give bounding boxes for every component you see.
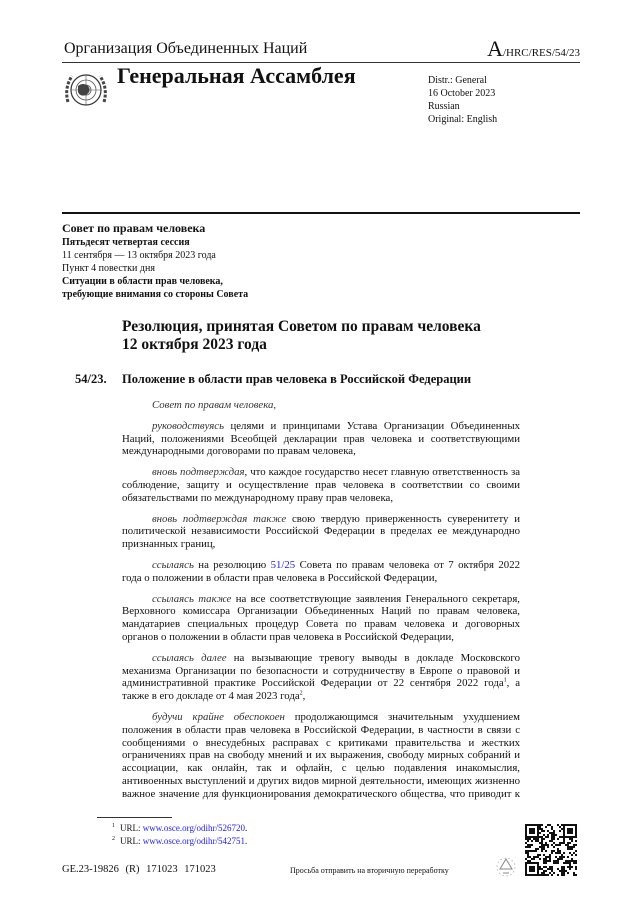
paragraph [122, 466, 520, 504]
resolution-link[interactable]: 51/25 [270, 558, 296, 571]
footnote [112, 822, 247, 835]
distribution-block [428, 74, 497, 126]
document-symbol [487, 37, 580, 65]
paragraph-text: продолжающимся значительным ухудшением положения в области прав человека в Российской Федерации, в частности в связи с сообщениями о внесудебных расправах с критиками правительства и жестких ограничениях прав на свободу мнений и их выражения, свободу мирных собраний и ассоциации, как онлайн, так и офлайн, с целью подавления инакомыслия, антивоенных выступлений и других видов мирной деятельности, имеющих жизненно важное значение для функционирования демократического общества, что приводит к [122, 710, 520, 800]
session-block [62, 220, 248, 301]
footnote-ref[interactable]: 1 [503, 677, 507, 684]
resolution-title-line: Резолюция, принятая Советом по правам человека [122, 318, 481, 335]
preamble [122, 399, 520, 801]
organization-name: Организация Объединенных Наций [64, 40, 308, 57]
symbol-rest: /HRC/RES/54/23 [502, 47, 580, 59]
resolution-date-line: 12 октября 2023 года [122, 336, 267, 353]
paragraph-text: на резолюцию [193, 558, 271, 571]
paragraph [122, 399, 520, 412]
general-assembly-title: Генеральная Ассамблея [117, 63, 356, 88]
footnote-ref[interactable]: 2 [299, 690, 303, 697]
section-rule [62, 212, 580, 214]
recycle-text: Просьба отправить на вторичную переработку [290, 866, 449, 875]
footnote-link[interactable]: www.osce.org/odihr/526720 [142, 823, 246, 833]
resolution-number: 54/23. [75, 372, 107, 386]
footnote-label: URL: [120, 823, 143, 833]
paragraph-text: на вызывающие тревогу выводы в докладе Московского механизма Организации по безопасности и сотрудничеству в Европе о правовой и административной практике Российской Федерации от 22 сентября 2022 года [122, 651, 520, 690]
recycle-icon [495, 856, 517, 878]
paragraph [122, 593, 520, 644]
footnote-rule [97, 817, 172, 818]
un-emblem-icon [62, 66, 110, 114]
paragraph [122, 711, 520, 801]
footnote-end: . [245, 836, 248, 846]
agenda-item: Пункт 4 повестки дня [62, 263, 155, 274]
paragraph-text: , [302, 690, 306, 703]
language-line: Russian [428, 101, 460, 112]
symbol-prefix: A [487, 36, 503, 61]
footnote-number: 2 [112, 836, 115, 842]
footnotes [112, 822, 247, 848]
agenda-topic-2: требующие внимания со стороны Совета [62, 289, 249, 300]
italic-lead: ссылаясь [152, 558, 194, 571]
session-name: Пятьдесят четвертая сессия [62, 237, 190, 248]
resolution-topic: Положение в области прав человека в Российской Федерации [122, 372, 472, 386]
footnote-label: URL: [120, 836, 143, 846]
paragraph [122, 513, 520, 551]
council-name: Совет по правам человека [62, 221, 206, 235]
italic-lead: Совет по правам человека, [152, 399, 277, 411]
original-line: Original: English [428, 114, 498, 125]
footnote [112, 835, 247, 848]
paragraph [122, 559, 520, 585]
paragraph-text: свою твердую приверженность суверенитету и политической независимости Российской Федерации в пределах ее международно признанных границ, [122, 512, 520, 551]
job-number: GE.23-19826 (R) 171023 171023 [62, 864, 216, 875]
italic-lead: ссылаясь также [152, 592, 232, 605]
session-dates: 11 сентября — 13 октября 2023 года [62, 250, 216, 261]
italic-lead: вновь подтверждая [152, 466, 245, 479]
distr-line: Distr.: General [428, 75, 487, 86]
paragraph-text: Совета по правам человека от 7 октября 2022 года о положении в области прав человека в Российской Федерации, [122, 558, 520, 584]
footnote-number: 1 [112, 823, 115, 829]
footnote-link[interactable]: www.osce.org/odihr/542751 [142, 836, 246, 846]
paragraph [122, 652, 520, 703]
italic-lead: вновь подтверждая также [152, 512, 287, 525]
paragraph-text: , а также в его докладе от 4 мая 2023 года [122, 677, 520, 703]
italic-lead: будучи крайне обеспокоен [152, 710, 285, 723]
resolution-title [122, 318, 481, 354]
paragraph-text: , что каждое государство несет главную ответственность за соблюдение, защиту и осуществление прав человека в соответствии со своими обязательствами по международному праву прав человека, [122, 466, 520, 504]
italic-lead: ссылаясь далее [152, 651, 227, 664]
date-line: 16 October 2023 [428, 88, 496, 99]
paragraph [122, 420, 520, 458]
paragraph-text: целями и принципами Устава Организации Объединенных Наций, положениями Всеобщей декларации прав человека и соответствующими международными договорами по правам человека, [122, 419, 520, 458]
paragraph-text: на все соответствующие заявления Генерального секретаря, Верховного комиссара Организации Объединенных Наций по правам человека, мандатариев специальных процедур Совета по правам человека и договорных органов о положении в области прав человека в Российской Федерации, [122, 592, 520, 643]
footnote-end: . [245, 823, 248, 833]
agenda-topic-1: Ситуации в области прав человека, [62, 276, 223, 287]
qr-code-icon [525, 824, 577, 876]
italic-lead: руководствуясь [152, 419, 224, 432]
